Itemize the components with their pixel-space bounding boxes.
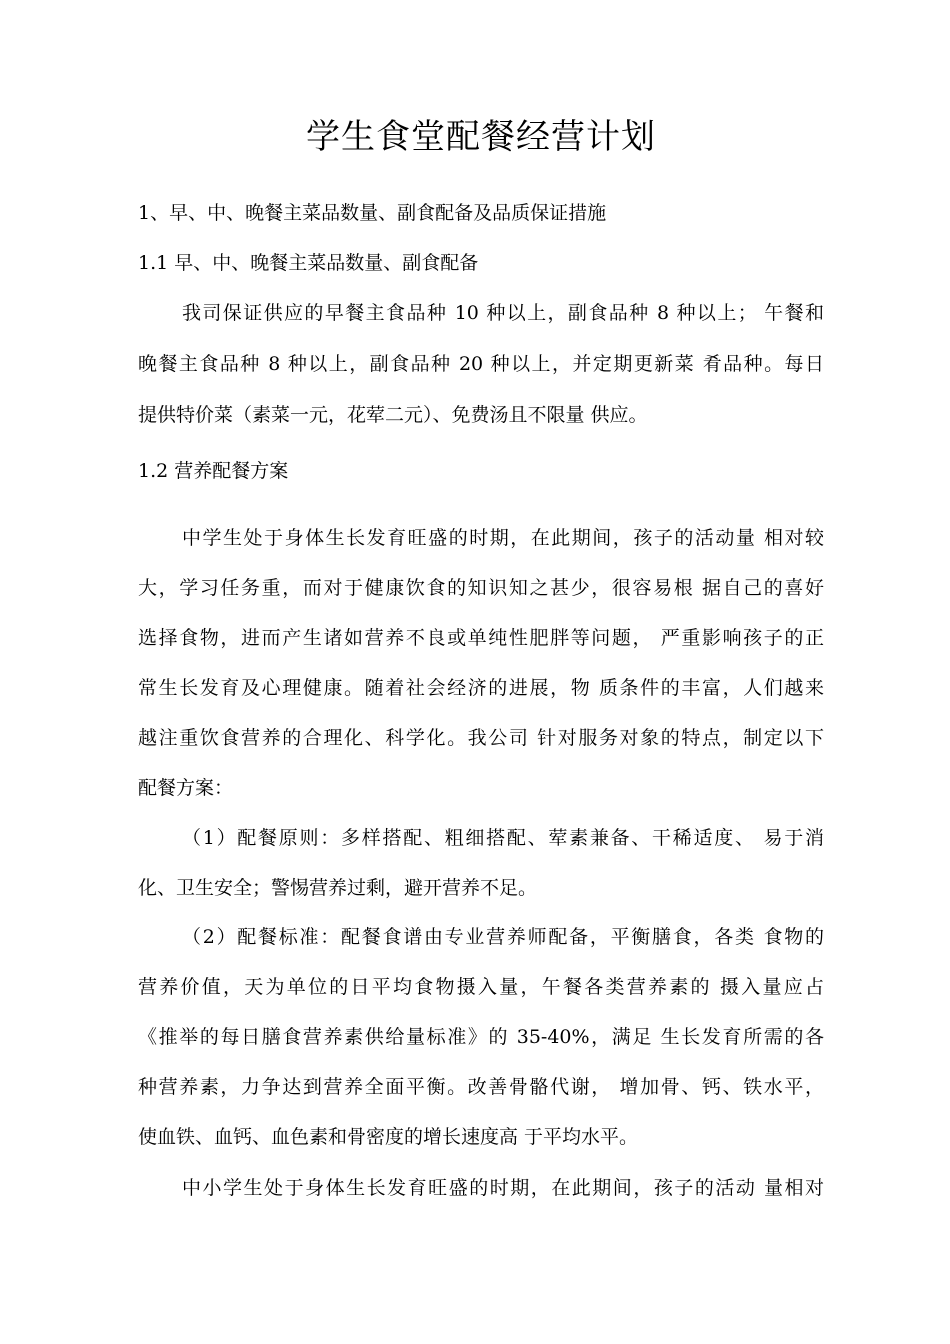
text-line: 我司保证供应的早餐主食品种 10 种以上，副食品种 8 种以上； 午餐和: [182, 302, 824, 324]
paragraph-standard: [138, 912, 824, 1162]
text-line: 营养价值，天为单位的日平均食物摄入量，午餐各类营养素的 摄入量应占: [138, 976, 824, 998]
text-line: 选择食物，进而产生诸如营养不良或单纯性肥胖等问题， 严重影响孩子的正: [138, 627, 824, 649]
text-line: 越注重饮食营养的合理化、科学化。我公司 针对服务对象的特点，制定以下: [138, 727, 824, 749]
paragraph-supply: [138, 288, 824, 438]
text-line: 使血铁、血钙、血色素和骨密度的增长速度高 于平均水平。: [138, 1126, 639, 1148]
text-line: 《推举的每日膳食营养素供给量标准》的 35-40%，满足 生长发育所需的各: [138, 1026, 824, 1048]
section-heading-1: 1、早、中、晚餐主菜品数量、副食配备及品质保证措施: [138, 202, 607, 224]
text-line: 配餐方案：: [138, 777, 234, 799]
text-line: 晚餐主食品种 8 种以上，副食品种 20 种以上，并定期更新菜 肴品种。每日: [138, 353, 824, 375]
text-line: 化、卫生安全；警惕营养过剩，避开营养不足。: [138, 877, 538, 899]
paragraph-principle: [138, 813, 824, 913]
section-heading-1-1: 1.1 早、中、晚餐主菜品数量、副食配备: [138, 252, 479, 274]
text-line: （2）配餐标准：配餐食谱由专业营养师配备，平衡膳食，各类 食物的: [182, 926, 824, 948]
text-line: 大，学习任务重，而对于健康饮食的知识知之甚少，很容易根 据自己的喜好: [138, 577, 824, 599]
document-title: 学生食堂配餐经营计划: [306, 117, 656, 157]
paragraph-continued: [138, 1163, 824, 1213]
text-line: 常生长发育及心理健康。随着社会经济的进展，物 质条件的丰富，人们越来: [138, 677, 824, 699]
text-line: 提供特价菜（素菜一元，花荤二元）、免费汤且不限量 供应。: [138, 404, 648, 426]
text-line: （1）配餐原则：多样搭配、粗细搭配、荤素兼备、干稀适度、 易于消: [182, 827, 824, 849]
section-heading-1-2: 1.2 营养配餐方案: [138, 460, 289, 482]
text-line: 种营养素，力争达到营养全面平衡。改善骨骼代谢， 增加骨、钙、铁水平，: [138, 1076, 824, 1098]
paragraph-nutrition: [138, 513, 824, 813]
text-line: 中学生处于身体生长发育旺盛的时期，在此期间，孩子的活动量 相对较: [182, 527, 824, 549]
text-line: 中小学生处于身体生长发育旺盛的时期，在此期间，孩子的活动 量相对: [182, 1177, 824, 1199]
